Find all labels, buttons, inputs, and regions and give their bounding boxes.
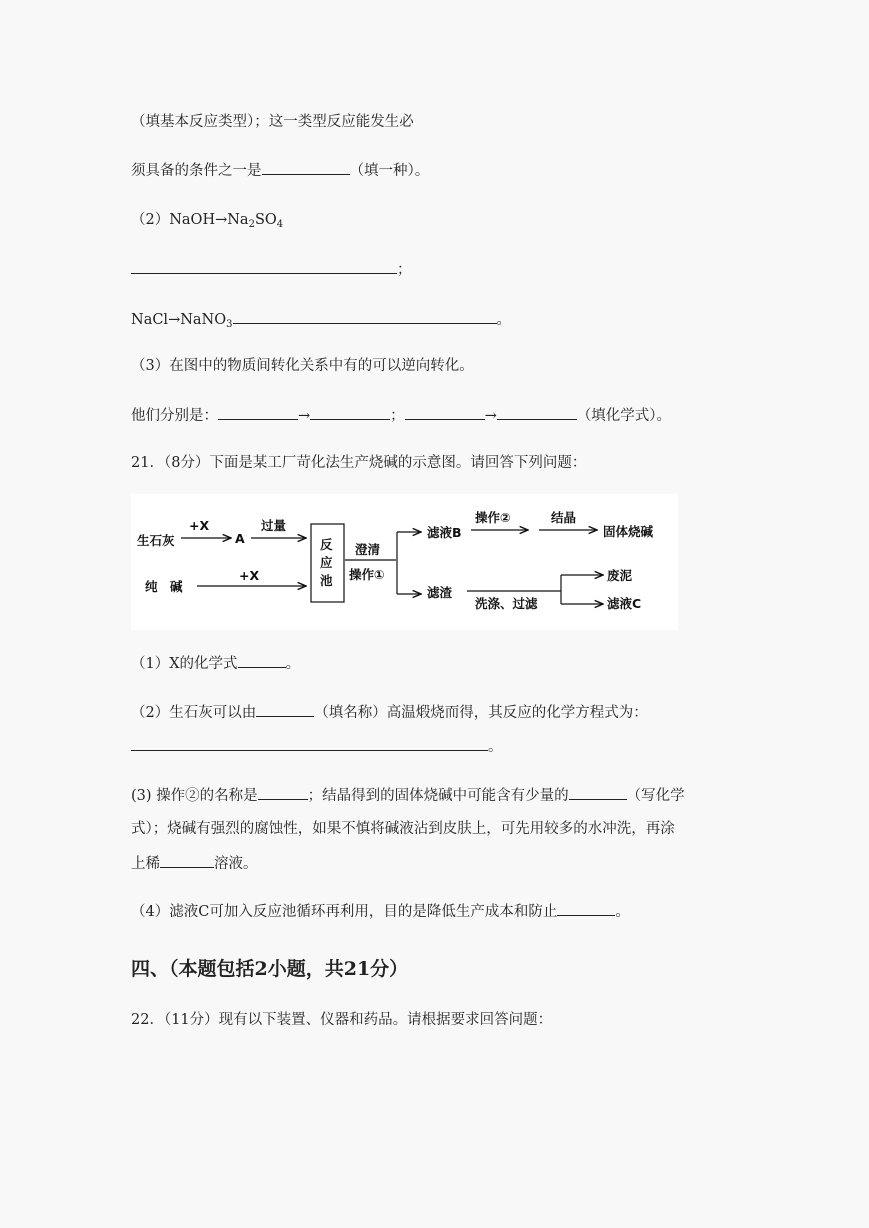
q21-part1 [131,653,300,674]
subscript: 4 [276,219,284,230]
label-guoliang: 过量 [261,518,287,533]
arrow-symbol: → [484,408,497,424]
punctuation: ； [390,408,405,424]
q20-part3-answers [131,405,671,426]
q21-part3-line2 [131,819,675,839]
q20-part3-label: 他们分别是： [131,408,218,424]
label-fan: 反 [320,537,333,552]
q21-intro [131,453,586,473]
label-a: A [235,531,245,546]
answer-blank[interactable] [557,901,615,916]
q21-part3-line3 [131,853,258,874]
q20-line2-text: 须具备的条件之一是 [131,163,262,179]
label-chi: 池 [320,573,333,588]
label-feini: 废泥 [607,568,633,583]
answer-blank[interactable] [497,405,577,420]
q21-part3 [131,785,685,806]
answer-blank[interactable] [131,736,488,751]
answer-blank[interactable] [569,785,627,800]
label-caozuo1: 操作① [349,567,385,582]
punctuation: 。 [488,739,503,755]
q20-line1 [131,112,414,132]
process-flow-diagram [131,494,678,630]
punctuation: 。 [285,656,301,672]
q20-part2 [131,210,283,230]
label-caozuo2: 操作② [475,510,511,525]
q22-intro-text: 22．（11分）现有以下装置、仪器和药品。请根据要求回答问题： [131,1012,553,1028]
label-lvzha: 滤渣 [427,585,453,600]
q21-intro-text: 21．（8分）下面是某工厂苛化法生产烧碱的示意图。请回答下列问题： [131,455,587,471]
answer-blank[interactable] [256,702,314,717]
q21-part2-tail: （填名称）高温煅烧而得，其反应的化学方程式为： [314,705,648,721]
punctuation: ； [397,262,412,278]
answer-blank[interactable] [405,405,485,420]
q20-line1-text: （填基本反应类型）；这一类型反应能发生必 [131,114,414,130]
punctuation: 。 [496,312,511,328]
q20-part2-label: （2）NaOH→Na [131,212,249,228]
subscript: 3 [226,319,233,330]
q21-part3-text: (3) 操作②的名称是 [131,788,258,804]
flow-diagram-svg [131,494,678,630]
q20-line2-tail: （填一种）。 [349,163,430,179]
q21-part3-line3-tail: 溶液。 [214,856,258,872]
label-guti-shaojian: 固体烧碱 [603,524,654,539]
q21-part1-text: （1）X的化学式 [131,656,238,672]
label-ying: 应 [320,555,333,570]
answer-blank[interactable] [310,405,390,420]
q22-intro [131,1010,552,1030]
answer-blank[interactable] [262,160,350,175]
formula-text: SO [254,212,277,228]
subscript: 2 [248,219,255,230]
q21-part4-text: （4）滤液C可加入反应池循环再利用，目的是降低生产成本和防止 [131,904,558,920]
q20-part2-answer [131,259,412,280]
label-lvye-b: 滤液B [427,525,462,540]
q21-part4 [131,901,630,922]
label-chunjian: 纯 碱 [145,579,183,594]
label-shengshihui: 生石灰 [137,533,175,548]
arrow-symbol: → [298,408,311,424]
q21-part3-line2-text: 式）；烧碱有强烈的腐蚀性，如果不慎将碱液沾到皮肤上，可先用较多的水冲洗，再涂 [131,821,675,837]
q21-part2-text: （2）生石灰可以由 [131,705,257,721]
label-chengqing: 澄清 [355,542,381,557]
q21-part3-line3-text: 上稀 [131,856,160,872]
answer-blank[interactable] [218,405,298,420]
label-lvye-c: 滤液C [607,596,642,611]
label-xidi-guolv: 洗涤、过滤 [475,596,538,611]
label-plus-x-2: +X [239,568,260,583]
q20-part3-text: （3）在图中的物质间转化关系中有的可以逆向转化。 [131,358,474,374]
q21-part3-tail: （写化学 [626,788,685,804]
q21-part3-mid: ；结晶得到的固体烧碱中可能含有少量的 [307,788,569,804]
answer-blank[interactable] [258,785,308,800]
q20-line2 [131,160,429,181]
q20-nacl-line [131,309,511,330]
q20-part3-tail: （填化学式）。 [576,408,672,424]
q21-part2-answer [131,736,503,757]
answer-blank[interactable] [131,259,397,274]
answer-blank[interactable] [238,653,286,668]
answer-blank[interactable] [160,853,214,868]
answer-blank[interactable] [233,309,497,324]
q21-part2 [131,702,648,723]
q20-part3 [131,356,474,376]
label-plus-x: +X [189,518,210,533]
formula-text: NaCl→NaNO [131,312,227,328]
section-heading: 四、（本题包括2小题，共21分） [131,958,409,980]
punctuation: 。 [615,904,630,920]
label-jiejing: 结晶 [551,510,577,525]
